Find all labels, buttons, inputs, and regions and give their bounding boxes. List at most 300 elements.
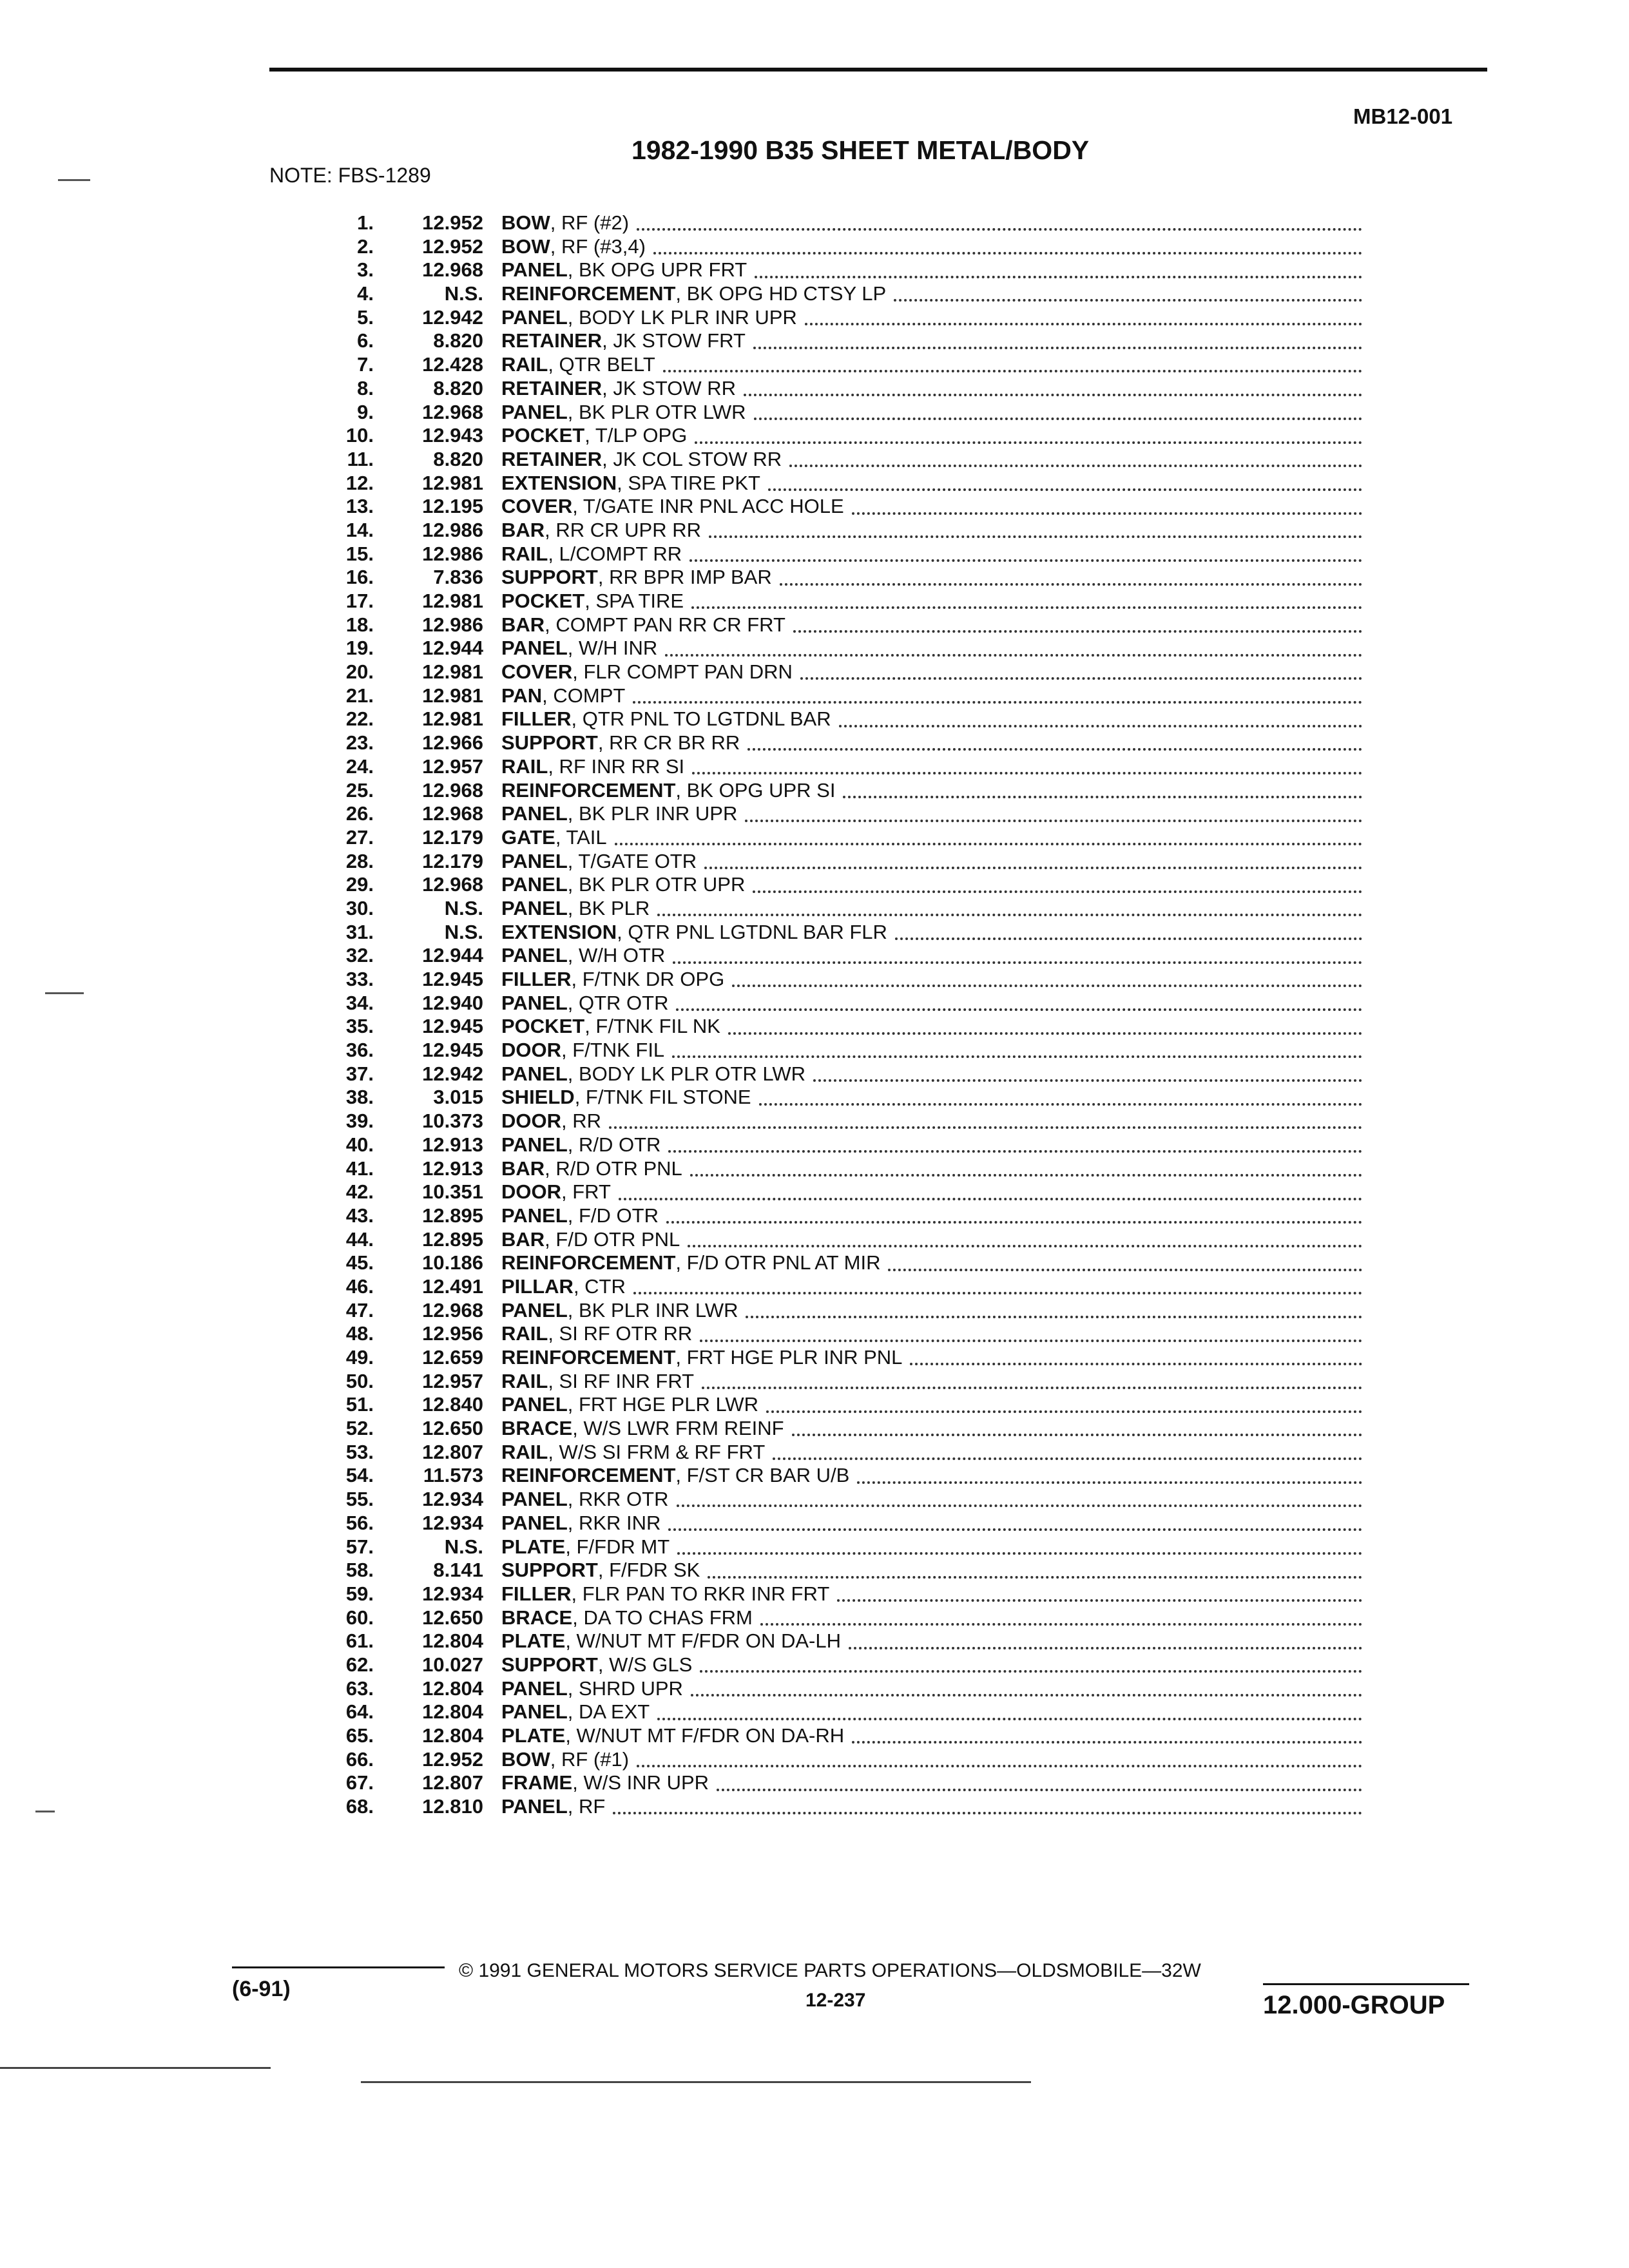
group-number: 12.957 <box>422 1369 483 1392</box>
part-name: PANEL <box>501 1700 568 1724</box>
part-number: 40. <box>345 1133 374 1156</box>
part-description: , T/GATE OTR <box>567 849 697 872</box>
part-number: 3. <box>357 258 374 282</box>
part-name: RAIL <box>501 1322 548 1345</box>
dot-leader <box>768 486 1362 491</box>
part-name: POCKET <box>501 1015 585 1038</box>
part-number: 57. <box>345 1535 374 1558</box>
part-row <box>284 377 1366 401</box>
dot-leader <box>755 273 1362 278</box>
part-row <box>284 850 1366 874</box>
part-row <box>284 731 1366 755</box>
part-name: BAR <box>501 1157 545 1180</box>
group-number: 12.810 <box>422 1795 483 1818</box>
part-row <box>284 1748 1366 1772</box>
part-row <box>284 566 1366 590</box>
dot-leader <box>773 1455 1362 1460</box>
part-row <box>284 1441 1366 1465</box>
dot-leader <box>700 1667 1362 1673</box>
part-name: PILLAR <box>501 1274 574 1298</box>
group-number: 12.942 <box>422 1062 483 1085</box>
part-name: PANEL <box>501 849 568 872</box>
part-name: PANEL <box>501 1488 568 1511</box>
part-description: , F/D OTR <box>567 1204 659 1227</box>
group-number: 12.945 <box>422 1015 483 1038</box>
part-description: , R/D OTR <box>567 1133 661 1156</box>
group-number: 12.968 <box>422 873 483 896</box>
part-name: GATE <box>501 825 555 849</box>
group-number: 12.981 <box>422 590 483 612</box>
part-number: 65. <box>345 1724 374 1747</box>
part-description: , F/FDR SK <box>597 1559 700 1582</box>
part-description: , F/D OTR PNL <box>545 1227 680 1251</box>
dot-leader <box>633 698 1362 704</box>
dot-leader <box>615 840 1362 845</box>
dot-leader <box>744 391 1362 396</box>
part-number: 45. <box>345 1251 374 1274</box>
part-row <box>284 1299 1366 1323</box>
part-number: 58. <box>345 1559 374 1582</box>
group-number: 10.373 <box>422 1110 483 1133</box>
part-row <box>284 1488 1366 1512</box>
group-number: 12.804 <box>422 1677 483 1700</box>
part-name: PANEL <box>501 1204 568 1227</box>
dot-leader <box>837 1597 1362 1602</box>
group-number: 12.957 <box>422 754 483 778</box>
dot-leader <box>839 722 1362 727</box>
part-description: , BK PLR OTR LWR <box>567 400 746 423</box>
group-number: 12.968 <box>422 778 483 802</box>
part-row <box>284 472 1366 495</box>
part-number: 51. <box>345 1393 374 1416</box>
bottom-rule <box>0 2067 271 2069</box>
part-name: SUPPORT <box>501 1653 598 1676</box>
group-number: 12.895 <box>422 1227 483 1251</box>
part-name: EXTENSION <box>501 920 617 943</box>
part-name: REINFORCEMENT <box>501 1346 676 1369</box>
part-number: 42. <box>345 1180 374 1204</box>
part-description: , RR CR UPR RR <box>545 518 702 541</box>
part-row <box>284 684 1366 708</box>
part-name: COVER <box>501 660 573 684</box>
part-description: , W/S LWR FRM REINF <box>572 1417 784 1440</box>
dot-leader <box>619 1195 1362 1200</box>
group-number: 12.428 <box>422 353 483 376</box>
page-number: 12-237 <box>805 1990 866 2011</box>
part-name: SUPPORT <box>501 731 598 754</box>
part-number: 27. <box>345 825 374 849</box>
part-number: 62. <box>345 1653 374 1676</box>
dot-leader <box>789 462 1362 467</box>
group-number: 12.945 <box>422 968 483 990</box>
group-number: 12.650 <box>422 1606 483 1629</box>
part-name: FILLER <box>501 707 572 731</box>
part-name: RAIL <box>501 1440 548 1463</box>
dot-leader <box>677 1550 1362 1555</box>
part-name: BOW <box>501 1747 550 1771</box>
part-number: 64. <box>345 1700 374 1724</box>
dot-leader <box>766 1408 1362 1413</box>
group-number: 8.141 <box>433 1559 483 1582</box>
dot-leader <box>700 1337 1362 1342</box>
part-row <box>284 1417 1366 1441</box>
part-description: , FRT HGE PLR INR PNL <box>675 1346 903 1369</box>
part-number: 49. <box>345 1346 374 1369</box>
group-number: N.S. <box>444 920 483 943</box>
dot-leader <box>760 1620 1362 1626</box>
part-row <box>284 1559 1366 1582</box>
parts-list <box>284 211 1366 1819</box>
part-description: , F/FDR MT <box>565 1535 670 1558</box>
part-row <box>284 306 1366 330</box>
part-number: 10. <box>345 424 374 447</box>
group-number: 12.195 <box>422 495 483 518</box>
part-description: , RR <box>561 1110 601 1133</box>
part-row <box>284 1157 1366 1181</box>
part-row <box>284 968 1366 992</box>
part-row <box>284 1700 1366 1724</box>
part-number: 37. <box>345 1062 374 1085</box>
part-row <box>284 1771 1366 1795</box>
part-name: RAIL <box>501 754 548 778</box>
group-number: 12.968 <box>422 400 483 423</box>
dot-leader <box>849 1644 1362 1649</box>
part-number: 19. <box>345 637 374 660</box>
margin-mark <box>58 179 90 181</box>
part-name: PANEL <box>501 1795 568 1818</box>
dot-leader <box>895 935 1362 940</box>
part-row <box>284 282 1366 306</box>
part-number: 23. <box>345 731 374 754</box>
part-number: 30. <box>345 896 374 919</box>
group-number: 12.491 <box>422 1274 483 1298</box>
part-description: , RF INR RR SI <box>548 754 685 778</box>
part-row <box>284 448 1366 472</box>
dot-leader <box>793 628 1362 633</box>
part-number: 24. <box>345 754 374 778</box>
part-number: 39. <box>345 1110 374 1133</box>
part-row <box>284 1204 1366 1228</box>
group-number: 12.913 <box>422 1133 483 1156</box>
dot-leader <box>792 1431 1362 1436</box>
part-description: , COMPT <box>542 684 626 707</box>
part-name: PANEL <box>501 305 568 329</box>
part-name: BOW <box>501 211 550 234</box>
part-name: REINFORCEMENT <box>501 1251 676 1274</box>
part-number: 47. <box>345 1298 374 1321</box>
part-name: BAR <box>501 613 545 636</box>
part-name: BRACE <box>501 1417 573 1440</box>
dot-leader <box>668 1148 1362 1153</box>
group-number: 12.952 <box>422 235 483 258</box>
part-name: PANEL <box>501 400 568 423</box>
part-number: 36. <box>345 1039 374 1062</box>
part-number: 20. <box>345 660 374 684</box>
part-name: DOOR <box>501 1110 561 1133</box>
part-name: PANEL <box>501 873 568 896</box>
part-row <box>284 1110 1366 1133</box>
part-description: , BK PLR <box>567 896 650 919</box>
part-description: , SI RF OTR RR <box>548 1322 693 1345</box>
part-description: , QTR BELT <box>548 353 655 376</box>
part-number: 66. <box>345 1747 374 1771</box>
dot-leader <box>663 367 1362 372</box>
part-row <box>284 1322 1366 1346</box>
part-description: , BK PLR INR UPR <box>567 802 738 825</box>
part-row <box>284 495 1366 519</box>
group-number: 12.966 <box>422 731 483 754</box>
part-row <box>284 1582 1366 1606</box>
part-description: , F/TNK FIL <box>561 1039 665 1062</box>
group-number: N.S. <box>444 1535 483 1558</box>
part-number: 31. <box>345 920 374 943</box>
dot-leader <box>609 1124 1362 1129</box>
part-row <box>284 802 1366 826</box>
part-description: , RF <box>567 1795 606 1818</box>
part-number: 59. <box>345 1582 374 1605</box>
part-row <box>284 1133 1366 1157</box>
part-description: , RKR INR <box>567 1511 661 1534</box>
dot-leader <box>613 1809 1362 1814</box>
part-description: , W/NUT MT F/FDR ON DA-RH <box>565 1724 845 1747</box>
part-name: PAN <box>501 684 543 707</box>
document-id: MB12-001 <box>1353 104 1453 128</box>
part-name: REINFORCEMENT <box>501 282 676 305</box>
dot-leader <box>637 226 1362 231</box>
part-number: 44. <box>345 1227 374 1251</box>
part-row <box>284 1393 1366 1417</box>
dot-leader <box>888 1266 1362 1271</box>
part-row <box>284 1180 1366 1204</box>
dot-leader <box>843 793 1362 798</box>
part-number: 48. <box>345 1322 374 1345</box>
group-number: 12.934 <box>422 1511 483 1534</box>
part-name: DOOR <box>501 1180 561 1204</box>
part-number: 7. <box>357 353 374 376</box>
part-row <box>284 543 1366 566</box>
part-description: , T/GATE INR PNL ACC HOLE <box>572 495 844 518</box>
part-number: 33. <box>345 968 374 990</box>
part-number: 50. <box>345 1369 374 1392</box>
part-description: , BK PLR INR LWR <box>567 1298 738 1321</box>
part-number: 29. <box>345 873 374 896</box>
note-text: NOTE: FBS-1289 <box>269 164 431 187</box>
group-number: 12.179 <box>422 849 483 872</box>
part-row <box>284 1512 1366 1535</box>
part-description: , RR CR BR RR <box>597 731 740 754</box>
part-name: RETAINER <box>501 329 602 352</box>
dot-leader <box>813 1077 1362 1082</box>
part-name: REINFORCEMENT <box>501 778 676 802</box>
footer-group: 12.000-GROUP <box>1263 1991 1445 2019</box>
part-name: COVER <box>501 495 573 518</box>
part-description: , W/NUT MT F/FDR ON DA-LH <box>565 1629 841 1653</box>
dot-leader <box>702 1384 1362 1389</box>
part-number: 34. <box>345 991 374 1014</box>
part-number: 11. <box>347 447 374 470</box>
part-name: PANEL <box>501 802 568 825</box>
part-name: FRAME <box>501 1771 573 1794</box>
part-name: RETAINER <box>501 447 602 470</box>
group-number: 12.944 <box>422 944 483 967</box>
part-name: PANEL <box>501 1298 568 1321</box>
part-row <box>284 1653 1366 1677</box>
part-row <box>284 1677 1366 1701</box>
dot-leader <box>746 1313 1362 1318</box>
part-number: 6. <box>357 329 374 352</box>
part-name: BOW <box>501 235 550 258</box>
part-row <box>284 897 1366 921</box>
part-number: 14. <box>345 518 374 541</box>
part-number: 60. <box>345 1606 374 1629</box>
dot-leader <box>695 439 1362 444</box>
dot-leader <box>753 344 1362 349</box>
dot-leader <box>753 888 1362 893</box>
group-number: 10.186 <box>422 1251 483 1274</box>
part-description: , BK OPG UPR SI <box>675 778 836 802</box>
part-description: , F/TNK FIL STONE <box>574 1086 751 1109</box>
part-number: 55. <box>345 1488 374 1511</box>
dot-leader <box>852 510 1362 515</box>
part-description: , R/D OTR PNL <box>545 1157 682 1180</box>
part-number: 61. <box>345 1629 374 1653</box>
part-row <box>284 921 1366 945</box>
part-row <box>284 1724 1366 1748</box>
group-number: 12.981 <box>422 684 483 707</box>
part-description: , FRT HGE PLR LWR <box>567 1393 759 1416</box>
dot-leader <box>677 1502 1363 1507</box>
part-row <box>284 1228 1366 1252</box>
part-row <box>284 329 1366 353</box>
part-row <box>284 1251 1366 1275</box>
dot-leader <box>805 320 1362 325</box>
part-number: 52. <box>345 1417 374 1440</box>
part-row <box>284 944 1366 968</box>
dot-leader <box>657 911 1362 916</box>
part-description: , FLR COMPT PAN DRN <box>572 660 793 684</box>
part-description: , COMPT PAN RR CR FRT <box>545 613 786 636</box>
part-number: 13. <box>345 495 374 518</box>
dot-leader <box>745 817 1362 822</box>
part-number: 35. <box>345 1015 374 1038</box>
dot-leader <box>704 864 1362 869</box>
part-number: 5. <box>357 305 374 329</box>
dot-leader <box>857 1479 1362 1484</box>
group-number: 12.934 <box>422 1488 483 1511</box>
dot-leader <box>665 651 1362 657</box>
part-description: , W/S GLS <box>597 1653 693 1676</box>
part-name: FILLER <box>501 968 572 990</box>
dot-leader <box>657 1715 1362 1720</box>
part-number: 8. <box>357 376 374 399</box>
part-name: PANEL <box>501 1062 568 1085</box>
footer-rule-right <box>1263 1983 1469 1985</box>
part-number: 4. <box>357 282 374 305</box>
part-name: DOOR <box>501 1039 561 1062</box>
dot-leader <box>691 604 1362 609</box>
part-name: SUPPORT <box>501 1559 598 1582</box>
part-row <box>284 519 1366 543</box>
part-description: , F/D OTR PNL AT MIR <box>675 1251 881 1274</box>
group-number: 12.968 <box>422 802 483 825</box>
dot-leader <box>668 1526 1362 1531</box>
dot-leader <box>653 249 1362 255</box>
dot-leader <box>717 1786 1362 1791</box>
part-description: , W/H OTR <box>567 944 666 967</box>
part-number: 32. <box>345 944 374 967</box>
part-number: 16. <box>345 566 374 589</box>
group-number: 12.840 <box>422 1393 483 1416</box>
part-description: , DA TO CHAS FRM <box>572 1606 753 1629</box>
part-name: PLATE <box>501 1724 566 1747</box>
dot-leader <box>747 745 1362 751</box>
part-row <box>284 235 1366 259</box>
group-number: 3.015 <box>433 1086 483 1109</box>
page-title: 1982-1990 B35 SHEET METAL/BODY <box>631 135 1090 165</box>
dot-leader <box>690 1171 1362 1177</box>
part-name: REINFORCEMENT <box>501 1464 676 1487</box>
part-description: , T/LP OPG <box>584 424 688 447</box>
part-description: , BK OPG HD CTSY LP <box>675 282 887 305</box>
dot-leader <box>708 1573 1362 1579</box>
part-name: SHIELD <box>501 1086 575 1109</box>
dot-leader <box>800 675 1362 680</box>
part-name: PANEL <box>501 944 568 967</box>
part-number: 67. <box>345 1771 374 1794</box>
part-row <box>284 1606 1366 1630</box>
part-row <box>284 992 1366 1015</box>
part-number: 56. <box>345 1511 374 1534</box>
group-number: 12.981 <box>422 660 483 684</box>
part-name: BAR <box>501 1227 545 1251</box>
part-name: POCKET <box>501 424 585 447</box>
part-description: , JK STOW FRT <box>602 329 746 352</box>
part-description: , L/COMPT RR <box>548 542 682 565</box>
part-description: , W/S INR UPR <box>572 1771 709 1794</box>
part-name: PANEL <box>501 1511 568 1534</box>
dot-leader <box>732 982 1362 987</box>
part-number: 21. <box>345 684 374 707</box>
footer-date: (6-91) <box>232 1977 291 2001</box>
part-row <box>284 424 1366 448</box>
part-number: 54. <box>345 1464 374 1487</box>
part-number: 18. <box>345 613 374 636</box>
part-description: , RF (#3,4) <box>550 235 646 258</box>
group-number: 12.804 <box>422 1629 483 1653</box>
group-number: 12.807 <box>422 1771 483 1794</box>
part-row <box>284 1062 1366 1086</box>
part-number: 28. <box>345 849 374 872</box>
group-number: 12.944 <box>422 637 483 660</box>
part-description: , SPA TIRE PKT <box>617 471 760 494</box>
part-description: , F/TNK DR OPG <box>571 968 725 990</box>
part-name: RAIL <box>501 542 548 565</box>
dot-leader <box>688 1242 1362 1247</box>
group-number: 12.659 <box>422 1346 483 1369</box>
group-number: 12.804 <box>422 1700 483 1724</box>
part-row <box>284 660 1366 684</box>
group-number: 12.968 <box>422 258 483 282</box>
part-description: , F/TNK FIL NK <box>584 1015 720 1038</box>
part-row <box>284 1370 1366 1394</box>
part-name: PANEL <box>501 1677 568 1700</box>
part-description: , FRT <box>561 1180 611 1204</box>
part-number: 43. <box>345 1204 374 1227</box>
part-row <box>284 1346 1366 1370</box>
part-name: BRACE <box>501 1606 573 1629</box>
group-number: 12.179 <box>422 825 483 849</box>
margin-mark <box>35 1811 55 1812</box>
